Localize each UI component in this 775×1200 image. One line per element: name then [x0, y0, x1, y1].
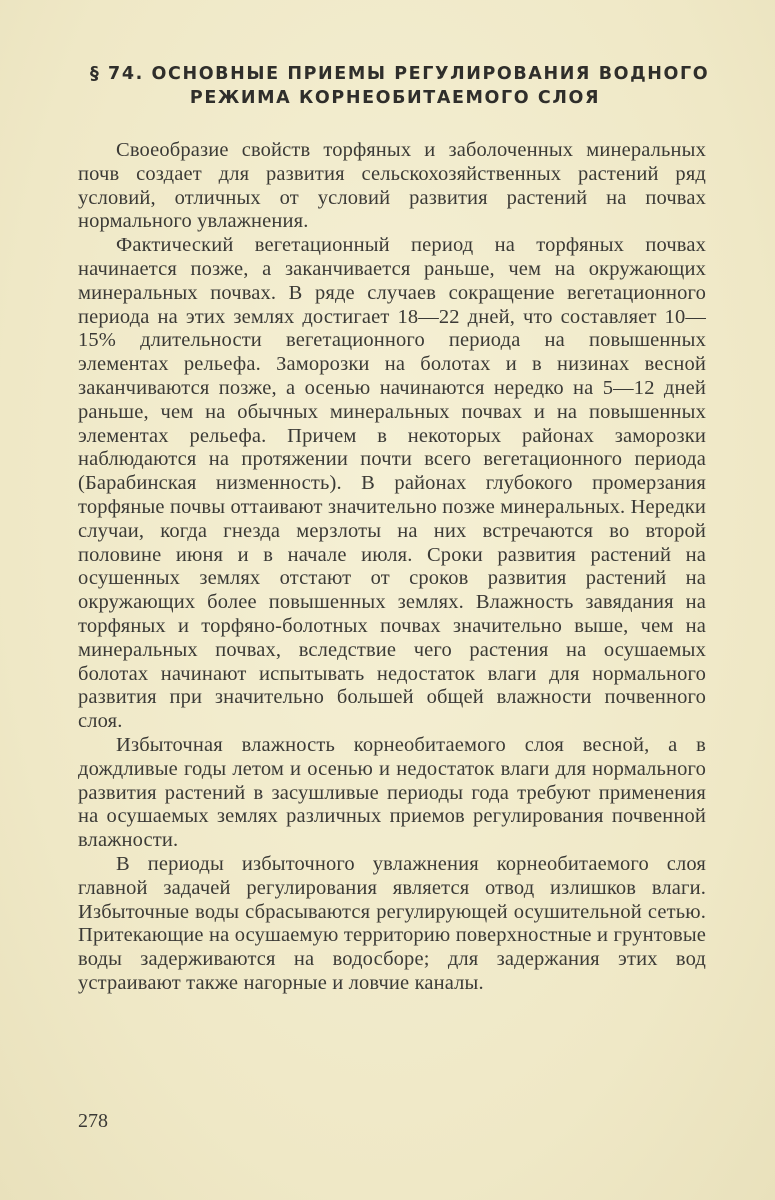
section-heading-line-1: § 74. ОСНОВНЫЕ ПРИЕМЫ РЕГУЛИРОВАНИЯ ВОДНОГО: [90, 64, 710, 84]
paragraph-3: Избыточная влажность корнеобитаемого слоя весной, а в дождливые годы летом и осенью и недостаток влаги для нормального развития растений в засушливые периоды года требуют применения на осушаемых землях различных приемов регулирования почвенной влажности.: [78, 733, 706, 852]
paragraph-4: В периоды избыточного увлажнения корнеобитаемого слоя главной задачей регулирования является отвод излишков влаги. Избыточные воды сбрасываются регулирующей осушительной сетью. Притекающие на осушаемую территорию поверхностные и грунтовые воды задерживаются на водосборе; для задержания этих вод устраивают также нагорные и ловчие каналы.: [78, 852, 706, 994]
paragraph-1: Своеобразие свойств торфяных и заболоченных минеральных почв создает для развития сельскохозяйственных растений ряд условий, отличных от условий развития растений на почвах нормального увлажнения.: [78, 139, 706, 233]
body-text: [78, 139, 706, 996]
page-number: 278: [78, 1110, 108, 1132]
paragraph-2: Фактический вегетационный период на торфяных почвах начинается позже, а заканчивается раньше, чем на окружающих минеральных почвах. В ряде случаев сокращение вегетационного периода на этих землях достигает 18—22 дней, что составляет 10—15% длительности вегетационного периода на повышенных элементах рельефа. Заморозки на болотах и в низинах весной заканчиваются позже, а осенью начинаются нередко на 5—12 дней раньше, чем на обычных минеральных почвах и на повышенных элементах рельефа. Причем в некоторых районах заморозки наблюдаются на протяжении почти всего вегетационного периода (Барабинская низменность). В районах глубокого промерзания торфяные почвы оттаивают значительно позже минеральных. Нередки случаи, когда гнезда мерзлоты на них встречаются во второй половине июня и в начале июля. Сроки развития растений на осушенных землях отстают от сроков развития растений на окружающих более повышенных землях. Влажность завядания на торфяных и торфяно-болотных почвах значительно выше, чем на минеральных почвах, вследствие чего растения на осушаемых болотах начинают испытывать недостаток влаги для нормального развития при значительно большей общей влажности почвенного слоя.: [78, 234, 706, 733]
section-heading: [90, 62, 710, 110]
section-heading-line-2: РЕЖИМА КОРНЕОБИТАЕМОГО СЛОЯ: [189, 88, 601, 108]
